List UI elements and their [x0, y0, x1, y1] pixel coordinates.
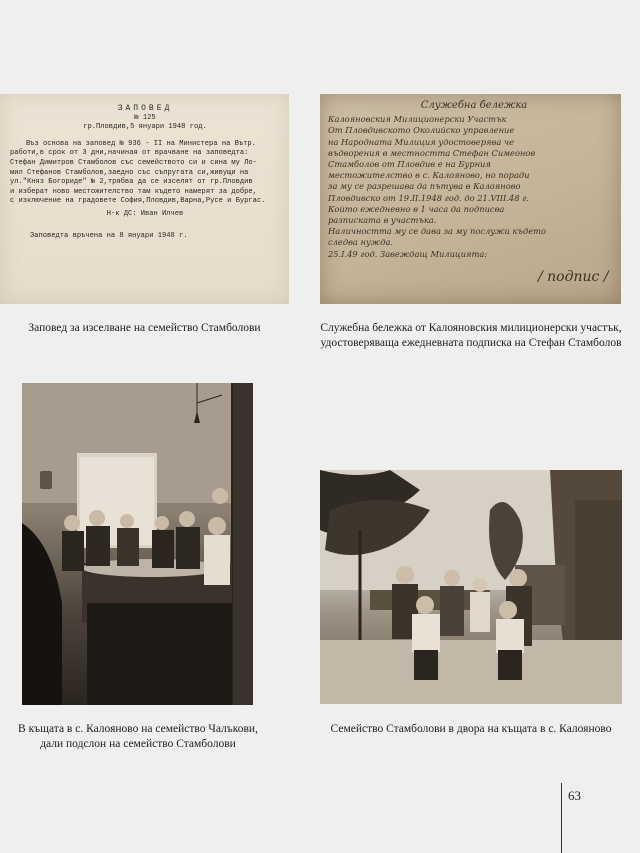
note-title: Служебна бележка — [420, 100, 528, 111]
decree-text — [10, 104, 280, 241]
caption-note-line2: удостоверяваща ежедневната подписка на Стефан Стамболов — [320, 337, 622, 349]
handwritten-note-photo — [320, 94, 621, 304]
yard-photo-illustration — [320, 470, 622, 704]
caption-interior-line2: дали подслон на семейство Стамболови — [40, 738, 236, 750]
note-line: следва нужда. — [328, 237, 394, 248]
note-line: От Пловдивското Околийско управление — [328, 125, 515, 136]
decree-line: и изберат ново местожителство там където намерят за добре, — [10, 187, 257, 196]
decree-line: Въз основа на заповед № 936 - II на Министера на Вътр. — [26, 139, 256, 148]
decree-line: с изключение на градовете София,Пловдив,Варна,Русе и Бургас. — [10, 197, 266, 206]
caption-interior — [0, 722, 276, 752]
caption-interior-line1: В къщата в с. Калояново на семейство Чалъкови, — [18, 723, 258, 735]
decree-line: работи,в срок от 3 дни,начиная от врачване на заповедта: — [10, 149, 249, 158]
caption-note-line1: Служебна бележка от Калояновския милиционерски участък, — [320, 322, 622, 334]
page-number-rule — [561, 783, 562, 853]
decree-number: № 125 — [134, 113, 156, 122]
decree-delivered: Заповедта връчена на 8 януари 1948 г. — [30, 231, 188, 240]
note-signature: / подпис / — [538, 269, 609, 285]
interior-family-photo — [22, 383, 253, 705]
caption-decree: Заповед за изселване на семейство Стамболови — [28, 322, 261, 334]
decree-line: ул."Княз Богориде" № 2,трябва да се изселят от гр.Пловдив — [10, 178, 253, 187]
note-line: Който ежедневно в 1 часа да подписва — [328, 203, 505, 214]
caption-yard: Семейство Стамболови в двора на къщата в с. Калояново — [330, 723, 612, 735]
decree-line: мил Стефанов Стамболов,заедно със съпругата си,живущи на — [10, 168, 249, 177]
note-line: 25.I.49 год. Завеждащ Милицията: — [328, 248, 488, 259]
interior-photo-illustration — [22, 383, 253, 705]
decree-signatory: Н-к ДС: Иван Илчев — [106, 209, 184, 218]
note-line: Пловдивско от 19.II.1948 год. до 21.VIII.48 г. — [328, 192, 529, 203]
decree-line: Стефан Димитров Стамболов със семейството си и сина му Ло- — [10, 158, 257, 167]
note-line: Наличността му се дава за му послужи където — [328, 226, 546, 237]
caption-note — [320, 321, 622, 351]
note-text — [328, 100, 620, 285]
note-line: разписката в участъка. — [328, 215, 437, 226]
decree-place-date: гр.Пловдив,5 януари 1948 год. — [83, 123, 207, 132]
note-line: Калояновския Милиционерски Участък — [328, 114, 507, 125]
note-line: на Народната Милиция удостоверява че — [328, 136, 514, 147]
note-line: за му се разрешава да пътува в Калояново — [328, 181, 521, 192]
note-line: въдворения в местността Стефан Симеонов — [328, 147, 536, 158]
page-number: 63 — [568, 788, 581, 803]
decree-heading: ЗАПОВЕД — [117, 104, 173, 113]
note-line: местожителство в с. Калояново, но поради — [328, 170, 530, 181]
yard-family-photo — [320, 470, 622, 704]
decree-document-photo — [0, 94, 289, 304]
note-line: Стамболов от Пловдив е на Бурния — [328, 159, 491, 170]
